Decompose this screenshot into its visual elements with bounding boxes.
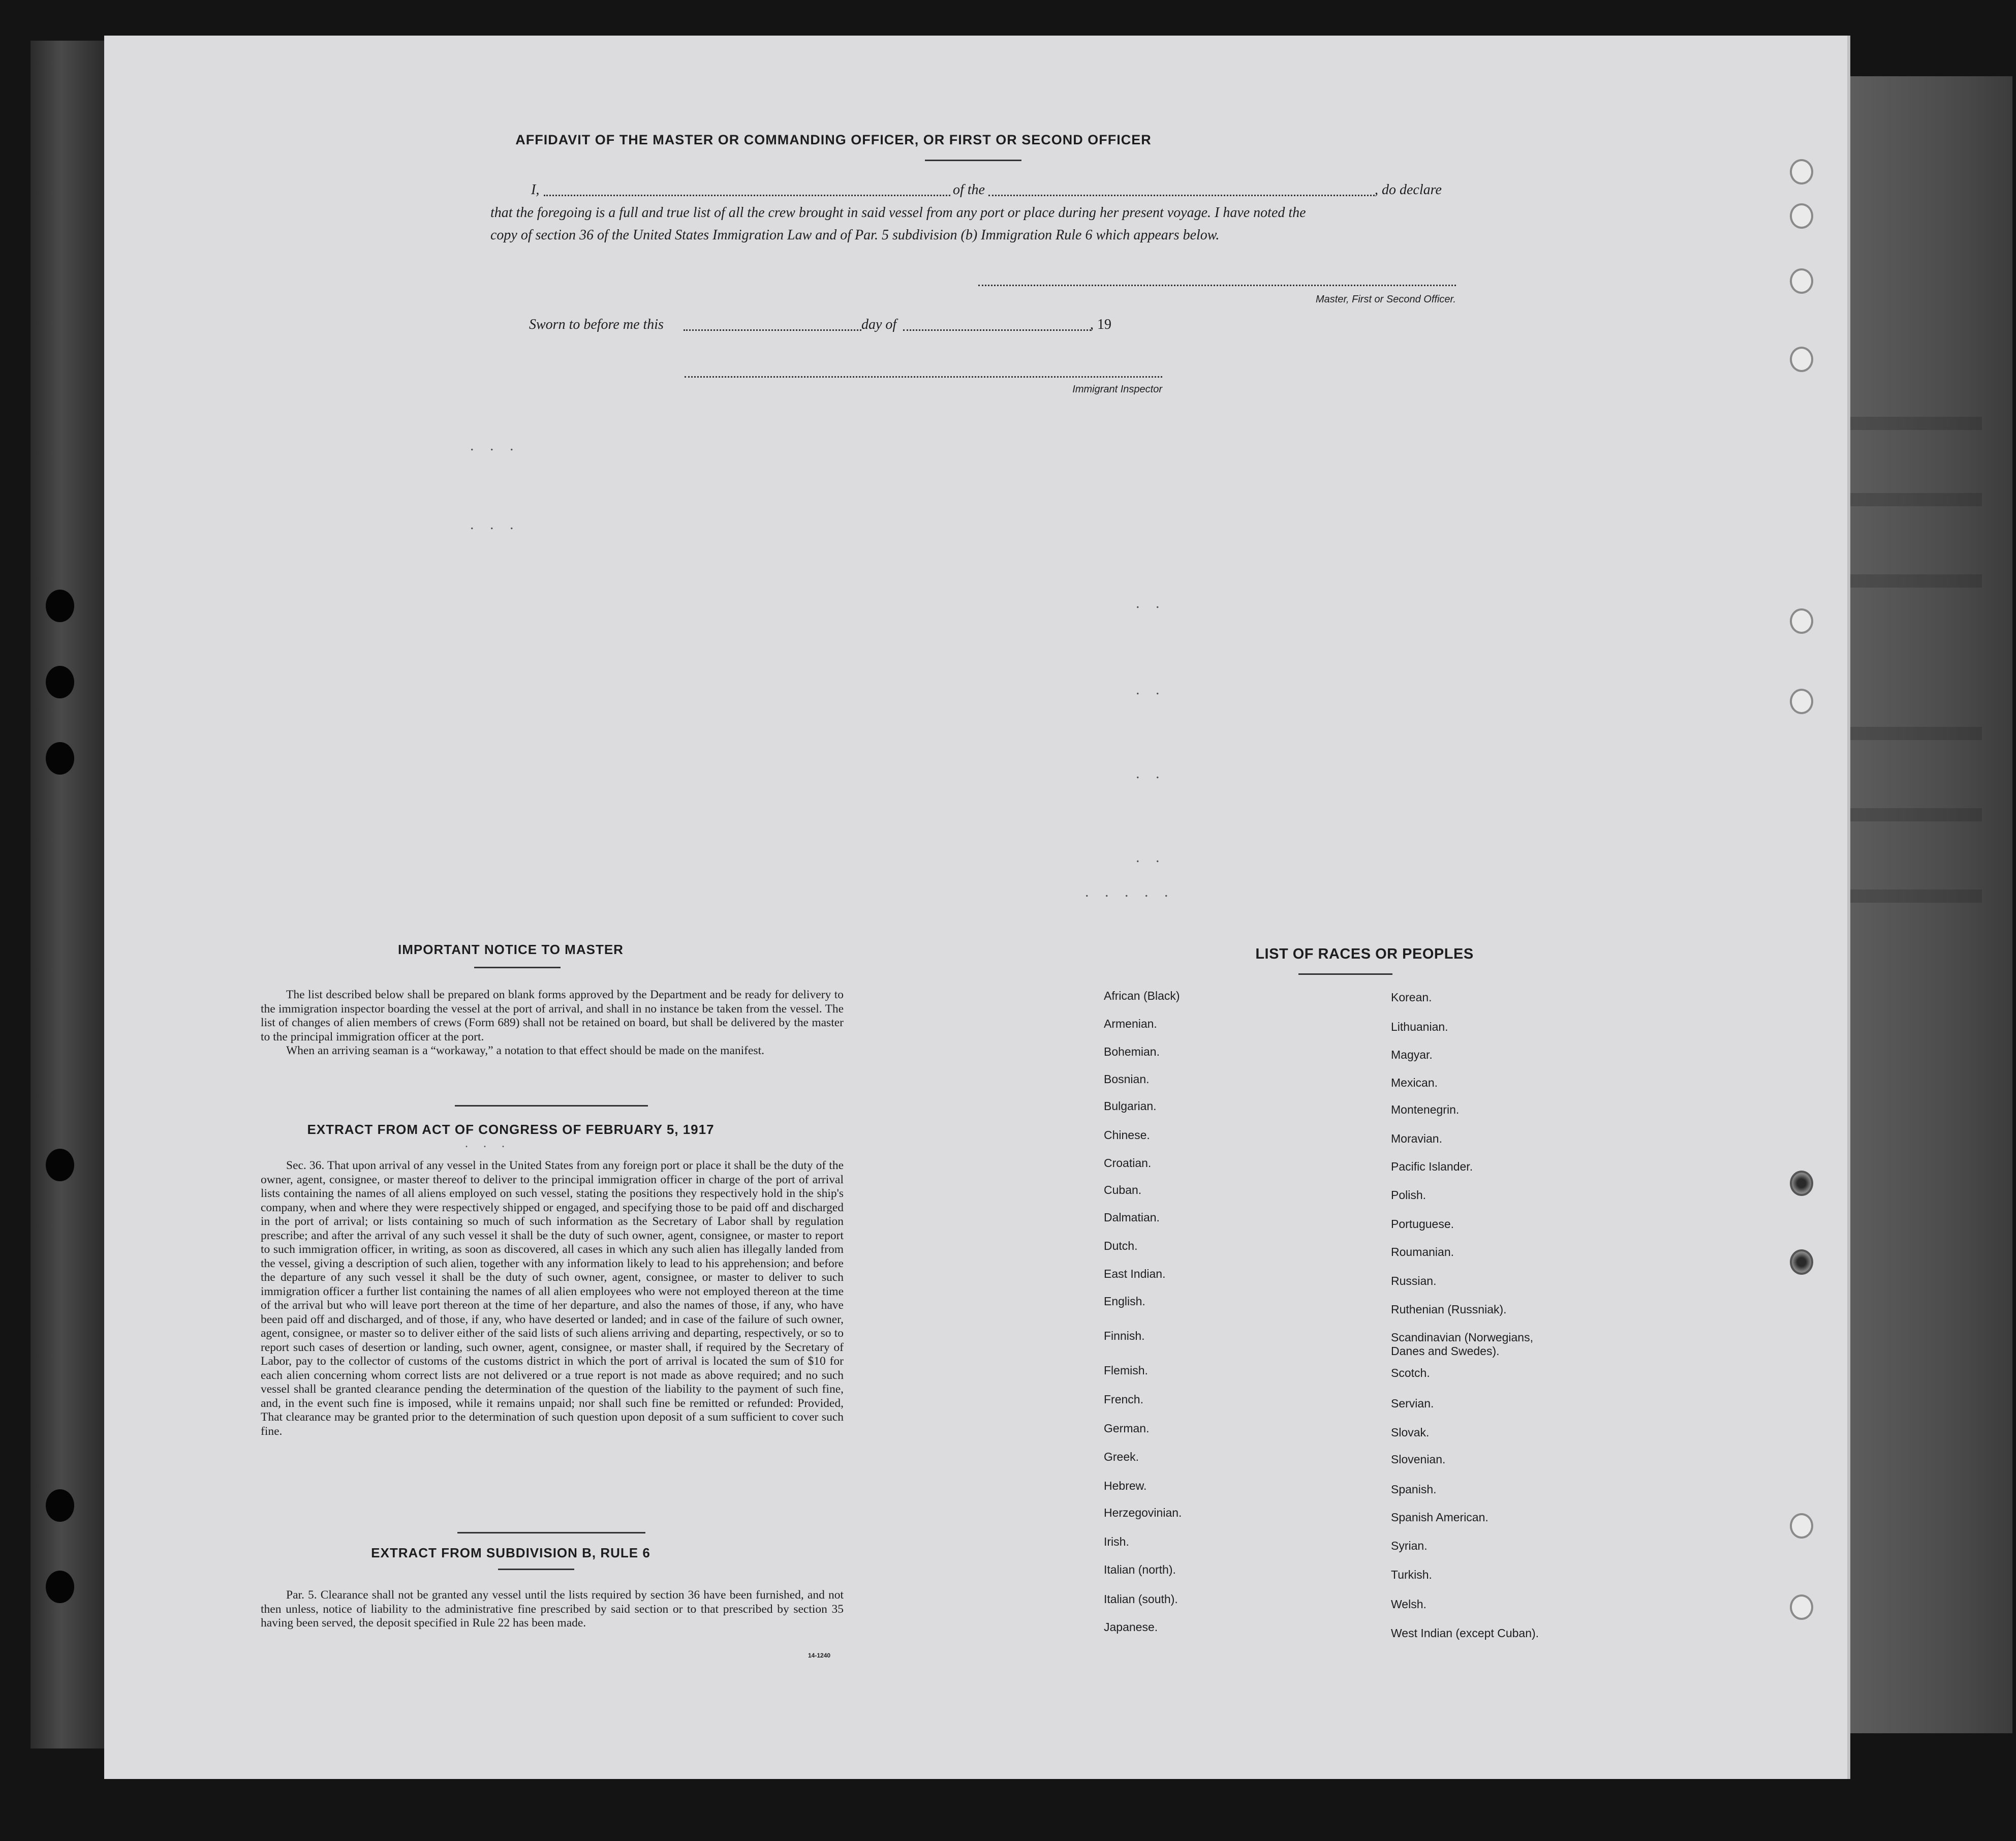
affidavit-body-line1: that the foregoing is a full and true list of all the crew brought in said vessel from any port or place during her present voyage. I have noted the xyxy=(490,205,1306,221)
bleed-through-marks: . . . xyxy=(470,437,520,454)
race-item: Irish. xyxy=(1104,1535,1129,1548)
races-divider xyxy=(1298,973,1392,975)
race-item: Servian. xyxy=(1391,1397,1434,1410)
races-title: LIST OF RACES OR PEOPLES xyxy=(1255,946,1474,962)
bleed-through-marks: . . . xyxy=(470,516,520,533)
race-item: Polish. xyxy=(1391,1188,1426,1202)
affidavit-of-the-label: of the xyxy=(953,182,985,198)
race-item: Herzegovinian. xyxy=(1104,1506,1182,1519)
race-item: Mexican. xyxy=(1391,1076,1438,1089)
race-item: Bulgarian. xyxy=(1104,1099,1157,1113)
form-number: 14-1240 xyxy=(808,1652,831,1659)
race-item: Japanese. xyxy=(1104,1620,1158,1634)
punch-hole xyxy=(1790,268,1813,294)
binder-hole xyxy=(46,742,74,775)
master-signature-caption: Master, First or Second Officer. xyxy=(1315,294,1456,305)
rule-divider xyxy=(498,1569,574,1570)
act-extract-paragraph: Sec. 36. That upon arrival of any vessel in the United States from any foreign port or place it shall be the duty of the owner, agent, consignee, or master thereof to deliver to the principal immigration officer in charge of the port of arrival lists containing the names of all aliens employed on such vessel, stating the positions they respectively hold in the ship's company, when and where they were respectively shipped or engaged, and specifying those to be paid off and discharged in the port of arrival; or lists containing so much of such information as the Secretary of Labor shall by regulation prescribe; and after the arrival of any such vessel it shall be the duty of such owner, agent, consignee, or master to report to such immigration officer, in writing, as soon as discovered, all cases in which any such alien has illegally landed from the vessel, giving a description of such alien, together with any information likely to lead to his apprehension; and before the departure of any such vessel it shall be the duty of such owner, agent, consignee, or master to deliver to such immigration officer a further list containing the names of all alien employees who were not employed thereon at the time of the arrival but who will leave port thereon at the time of her departure, and also the names of those, if any, who have been paid off and discharged, and of those, if any, who have deserted or landed; and in case of the failure of such owner, agent, consignee, or master so to deliver either of the said lists of such aliens arriving and departing, respectively, or so to report such cases of desertion or landing, such owner, agent, consignee, or master shall, if required by the Secretary of Labor, pay to the collector of customs of the customs district in which the port of arrival is located the sum of $10 for each alien concerning whom correct lists are not delivered or a true report is not made as above required; and no such vessel shall be granted clearance pending the determination of the question of the liability to the payment of such fine, and, in the event such fine is imposed, while it remains unpaid; nor shall such fine be remitted or refunded: Provided, That clearance may be granted prior to the determination of such question upon deposit of a sum sufficient to cover such fine. xyxy=(261,1159,844,1438)
bleed-through-marks: . . xyxy=(1136,595,1166,611)
bleed-through-marks: . . . . . xyxy=(1085,883,1174,900)
inspector-signature-line[interactable] xyxy=(685,376,1162,378)
race-item: West Indian (except Cuban). xyxy=(1391,1627,1539,1640)
race-item: East Indian. xyxy=(1104,1267,1166,1280)
sworn-label: Sworn to before me this xyxy=(529,317,664,332)
punch-hole xyxy=(1790,1249,1813,1275)
punch-hole xyxy=(1790,689,1813,714)
race-item: Bosnian. xyxy=(1104,1072,1150,1086)
race-item: Pacific Islander. xyxy=(1391,1160,1473,1173)
race-item: Ruthenian (Russniak). xyxy=(1391,1303,1507,1316)
race-item: Spanish American. xyxy=(1391,1511,1488,1524)
act-extract-text xyxy=(261,1159,844,1438)
race-item: Italian (south). xyxy=(1104,1592,1178,1606)
race-item: German. xyxy=(1104,1422,1150,1435)
bleed-through-marks: . . . xyxy=(465,1137,511,1150)
binder-hole xyxy=(46,1149,74,1181)
notice-title: IMPORTANT NOTICE TO MASTER xyxy=(398,942,624,957)
rule-extract-paragraph: Par. 5. Clearance shall not be granted any vessel until the lists required by section 36 have been furnished, and not then unless, notice of liability to the administrative fine prescribed by said section or to that prescribed by section 35 having been served, the deposit specified in Rule 22 has been made. xyxy=(261,1588,844,1630)
race-item: Dalmatian. xyxy=(1104,1211,1160,1224)
notice-paragraph: The list described below shall be prepared on blank forms approved by the Department and be ready for delivery to the immigration inspector boarding the vessel at the port of arrival, and shall in no instance be taken from the vessel. The list of changes of alien members of crews (Form 689) shall not be retained on board, but shall be delivered by the master to the principal immigration officer at the port. xyxy=(261,988,844,1044)
race-item: Italian (north). xyxy=(1104,1563,1176,1576)
punch-hole xyxy=(1790,608,1813,634)
race-item: Dutch. xyxy=(1104,1239,1138,1252)
rule-extract-text xyxy=(261,1588,844,1631)
master-signature-line[interactable] xyxy=(978,285,1456,286)
race-item: Korean. xyxy=(1391,991,1432,1004)
race-item: Armenian. xyxy=(1104,1017,1157,1030)
vessel-blank[interactable] xyxy=(988,195,1375,196)
affidavit-declare-label: , do declare xyxy=(1375,182,1442,198)
race-item: Roumanian. xyxy=(1391,1245,1454,1259)
race-item: Portuguese. xyxy=(1391,1217,1454,1231)
punch-hole xyxy=(1790,1171,1813,1196)
notice-divider xyxy=(474,967,561,968)
race-item: African (Black) xyxy=(1104,989,1180,1002)
race-item: Slovak. xyxy=(1391,1426,1430,1439)
race-item: Moravian. xyxy=(1391,1132,1442,1145)
bleed-through-marks: . . xyxy=(1136,681,1166,698)
notice-paragraph: When an arriving seaman is a “workaway,” a notation to that effect should be made on the manifest. xyxy=(286,1044,764,1057)
race-item: Croatian. xyxy=(1104,1156,1152,1170)
race-item: Bohemian. xyxy=(1104,1045,1160,1058)
section-divider xyxy=(457,1532,645,1533)
race-item: Magyar. xyxy=(1391,1048,1433,1061)
race-item: Slovenian. xyxy=(1391,1453,1446,1466)
bleed-through-marks: . . xyxy=(1136,849,1166,866)
race-item: Flemish. xyxy=(1104,1364,1148,1377)
race-item: Scandinavian (Norwegians, Danes and Swedes). xyxy=(1391,1331,1533,1358)
binder-hole xyxy=(46,1489,74,1522)
race-item: French. xyxy=(1104,1393,1143,1406)
inspector-caption: Immigrant Inspector xyxy=(1072,384,1162,395)
race-item: Spanish. xyxy=(1391,1483,1437,1496)
binder-hole xyxy=(46,666,74,698)
race-item: Cuban. xyxy=(1104,1183,1142,1196)
punch-hole xyxy=(1790,1594,1813,1620)
notice-text xyxy=(261,988,844,1058)
affidavit-i-label: I, xyxy=(531,182,540,198)
race-item: Russian. xyxy=(1391,1274,1437,1287)
punch-hole xyxy=(1790,347,1813,372)
bleed-through-marks: . . xyxy=(1136,765,1166,782)
day-of-label: day of xyxy=(861,317,897,332)
form-page xyxy=(104,36,1850,1779)
rule-extract-title: EXTRACT FROM SUBDIVISION B, RULE 6 xyxy=(371,1545,650,1560)
binder-hole xyxy=(46,1571,74,1603)
punch-hole xyxy=(1790,203,1813,229)
race-item: Greek. xyxy=(1104,1450,1139,1463)
race-item: Montenegrin. xyxy=(1391,1103,1460,1116)
punch-hole xyxy=(1790,1513,1813,1539)
affidavit-body-line2: copy of section 36 of the United States Immigration Law and of Par. 5 subdivision (b) Immigration Rule 6 which appears below. xyxy=(490,227,1220,243)
race-item: Hebrew. xyxy=(1104,1479,1147,1492)
race-item: Chinese. xyxy=(1104,1128,1150,1142)
race-item: Lithuanian. xyxy=(1391,1020,1448,1033)
race-item: Welsh. xyxy=(1391,1598,1426,1611)
affidavit-title: AFFIDAVIT OF THE MASTER OR COMMANDING OFFICER, OR FIRST OR SECOND OFFICER xyxy=(515,132,1152,147)
binder-hole xyxy=(46,590,74,622)
sworn-month-blank[interactable] xyxy=(903,329,1091,331)
sworn-day-blank[interactable] xyxy=(684,329,861,331)
punch-hole xyxy=(1790,159,1813,185)
race-item: Turkish. xyxy=(1391,1568,1432,1581)
race-item: English. xyxy=(1104,1295,1145,1308)
year-label: , 19 xyxy=(1090,317,1111,332)
name-blank[interactable] xyxy=(544,195,950,196)
section-divider xyxy=(455,1105,648,1107)
race-item: Finnish. xyxy=(1104,1329,1145,1342)
race-item: Syrian. xyxy=(1391,1539,1428,1552)
race-item: Scotch. xyxy=(1391,1366,1430,1379)
act-extract-title: EXTRACT FROM ACT OF CONGRESS OF FEBRUARY 5, 1917 xyxy=(307,1122,715,1137)
title-divider xyxy=(925,160,1021,161)
